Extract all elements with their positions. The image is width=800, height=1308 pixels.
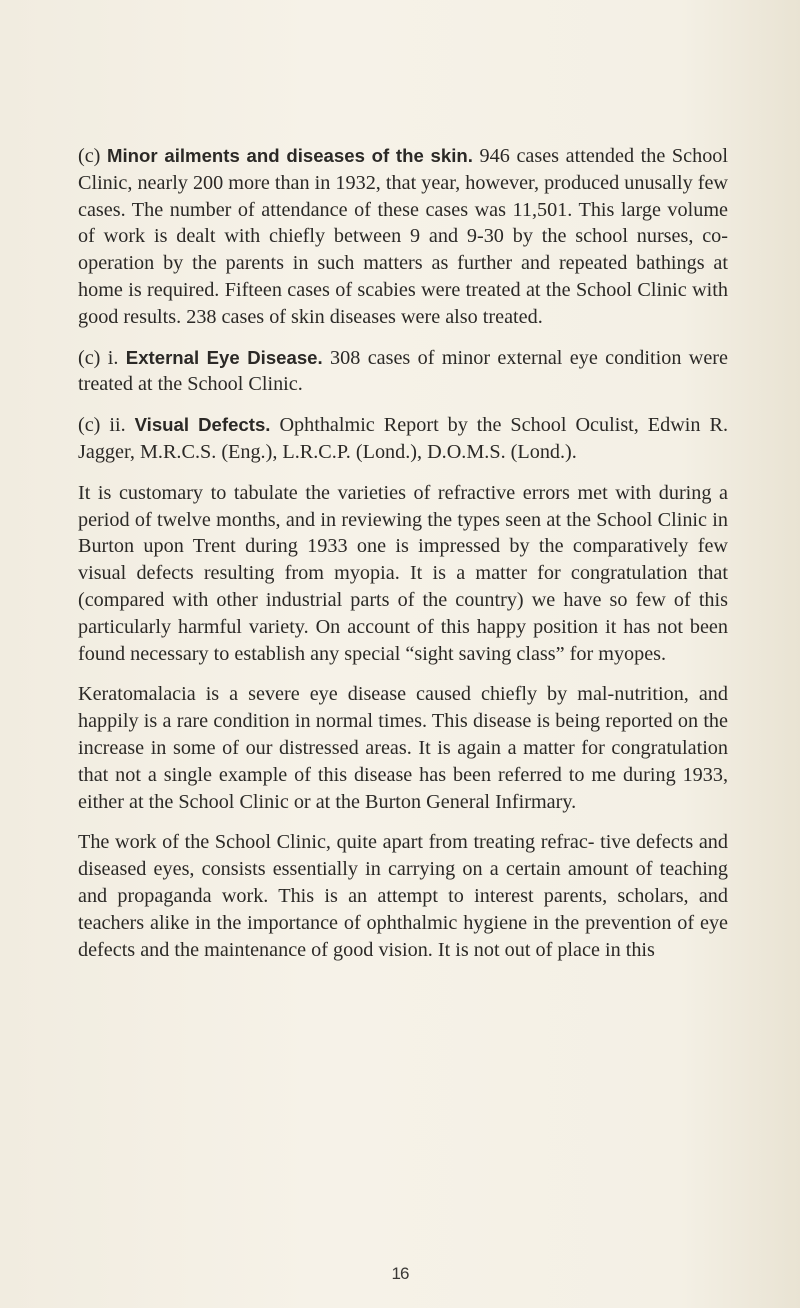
paragraph-minor-ailments [78, 143, 728, 331]
section-heading: Visual Defects. [134, 414, 271, 436]
paragraph-body: Keratomalacia is a severe eye disease caused chiefly by mal-nutrition, and happily is a rare condition in normal times. This disease is being reported on the increase in some of our distressed areas. It is again a matter for congratulation that not a single example of this disease has been referred to me during 1933, either at the School Clinic or at the Burton General Infirmary. [78, 683, 728, 813]
section-heading: Minor ailments and diseases of the skin. [107, 145, 473, 166]
page-number: 16 [391, 1264, 409, 1283]
paragraph-body: It is customary to tabulate the varieties of refractive errors met with during a period of twelve months, and in reviewing the types seen at the School Clinic in Burton upon Trent during 1933 one is impressed by the comparatively few visual defects resulting from myopia. It is a matter for congratulation that (compared with other industrial parts of the country) we have so few of this particularly harmful variety. On account of this happy position it has not been found necessary to establish any special “sight saving class” for myopes. [78, 481, 728, 665]
paragraph-visual-defects [78, 412, 728, 466]
paragraph-external-eye-disease [78, 345, 728, 399]
paragraph-refractive-errors [78, 480, 728, 668]
paragraph-keratomalacia [78, 681, 728, 815]
section-heading: External Eye Disease. [125, 346, 323, 368]
paragraph-school-clinic-work [78, 829, 728, 963]
body-text [78, 143, 728, 977]
paragraph-body: The work of the School Clinic, quite apart from treating refrac- tive defects and diseased eyes, consists essentially in carrying on a certain amount of teaching and propaganda work. This is an attempt to interest parents, scholars, and teachers alike in the importance of ophthalmic hygiene in the prevention of eye defects and the maintenance of good vision. It is not out of place in this [78, 831, 728, 961]
paragraph-prefix: (c) ii. [78, 414, 135, 437]
paragraph-body: Ophthalmic Report by the School Oculist, Edwin R. Jagger, M.R.C.S. (Eng.), L.R.C.P. (Lond.), D.O.M.S. (Lond.). [78, 414, 728, 463]
paragraph-body: 946 cases attended the School Clinic, nearly 200 more than in 1932, that year, however, produced unusally few cases. The number of attendance of these cases was 11,501. This large volume of work is dealt with chiefly between 9 and 9-30 by the school nurses, co-operation by the parents in such matters as further and repeated bathings at home is required. Fifteen cases of scabies were treated at the School Clinic with good results. 238 cases of skin diseases were also treated. [78, 145, 729, 328]
paragraph-prefix: (c) [78, 145, 108, 167]
paragraph-body: 308 cases of minor external eye condition were treated at the School Clinic. [78, 346, 728, 396]
paragraph-prefix: (c) i. [78, 346, 126, 369]
